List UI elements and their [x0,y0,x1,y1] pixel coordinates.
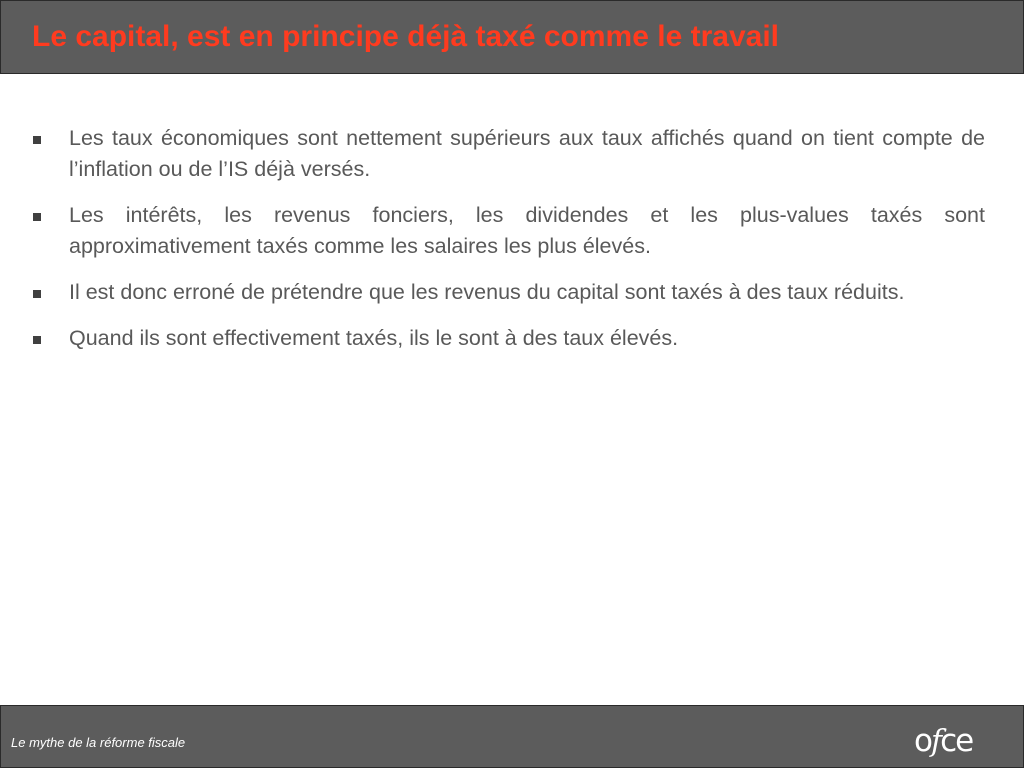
bullet-text: Les intérêts, les revenus fonciers, les dividendes et les plus-values taxés sont approximativement taxés comme les salaires les plus élevés. [69,203,985,258]
logo-part: ce [940,723,973,759]
bullet-text: Quand ils sont effectivement taxés, ils le sont à des taux élevés. [69,326,679,350]
bullet-list [30,123,985,369]
square-bullet-icon [33,290,41,298]
footer-bar [0,705,1024,768]
ofce-logo [914,724,972,759]
bullet-item [30,200,985,262]
bullet-text: Les taux économiques sont nettement supérieurs aux taux affichés quand on tient compte de l’inflation ou de l’IS déjà versés. [69,126,985,181]
title-bar [0,0,1024,74]
bullet-item [30,123,985,185]
square-bullet-icon [33,136,41,144]
bullet-item [30,323,985,354]
logo-part: f [930,724,941,759]
slide-title: Le capital, est en principe déjà taxé comme le travail [32,20,779,53]
square-bullet-icon [33,213,41,221]
bullet-item [30,277,985,308]
square-bullet-icon [33,336,41,344]
logo-part: o [914,723,931,759]
footer-caption: Le mythe de la réforme fiscale [11,735,186,750]
bullet-text: Il est donc erroné de prétendre que les revenus du capital sont taxés à des taux réduits. [69,280,905,304]
